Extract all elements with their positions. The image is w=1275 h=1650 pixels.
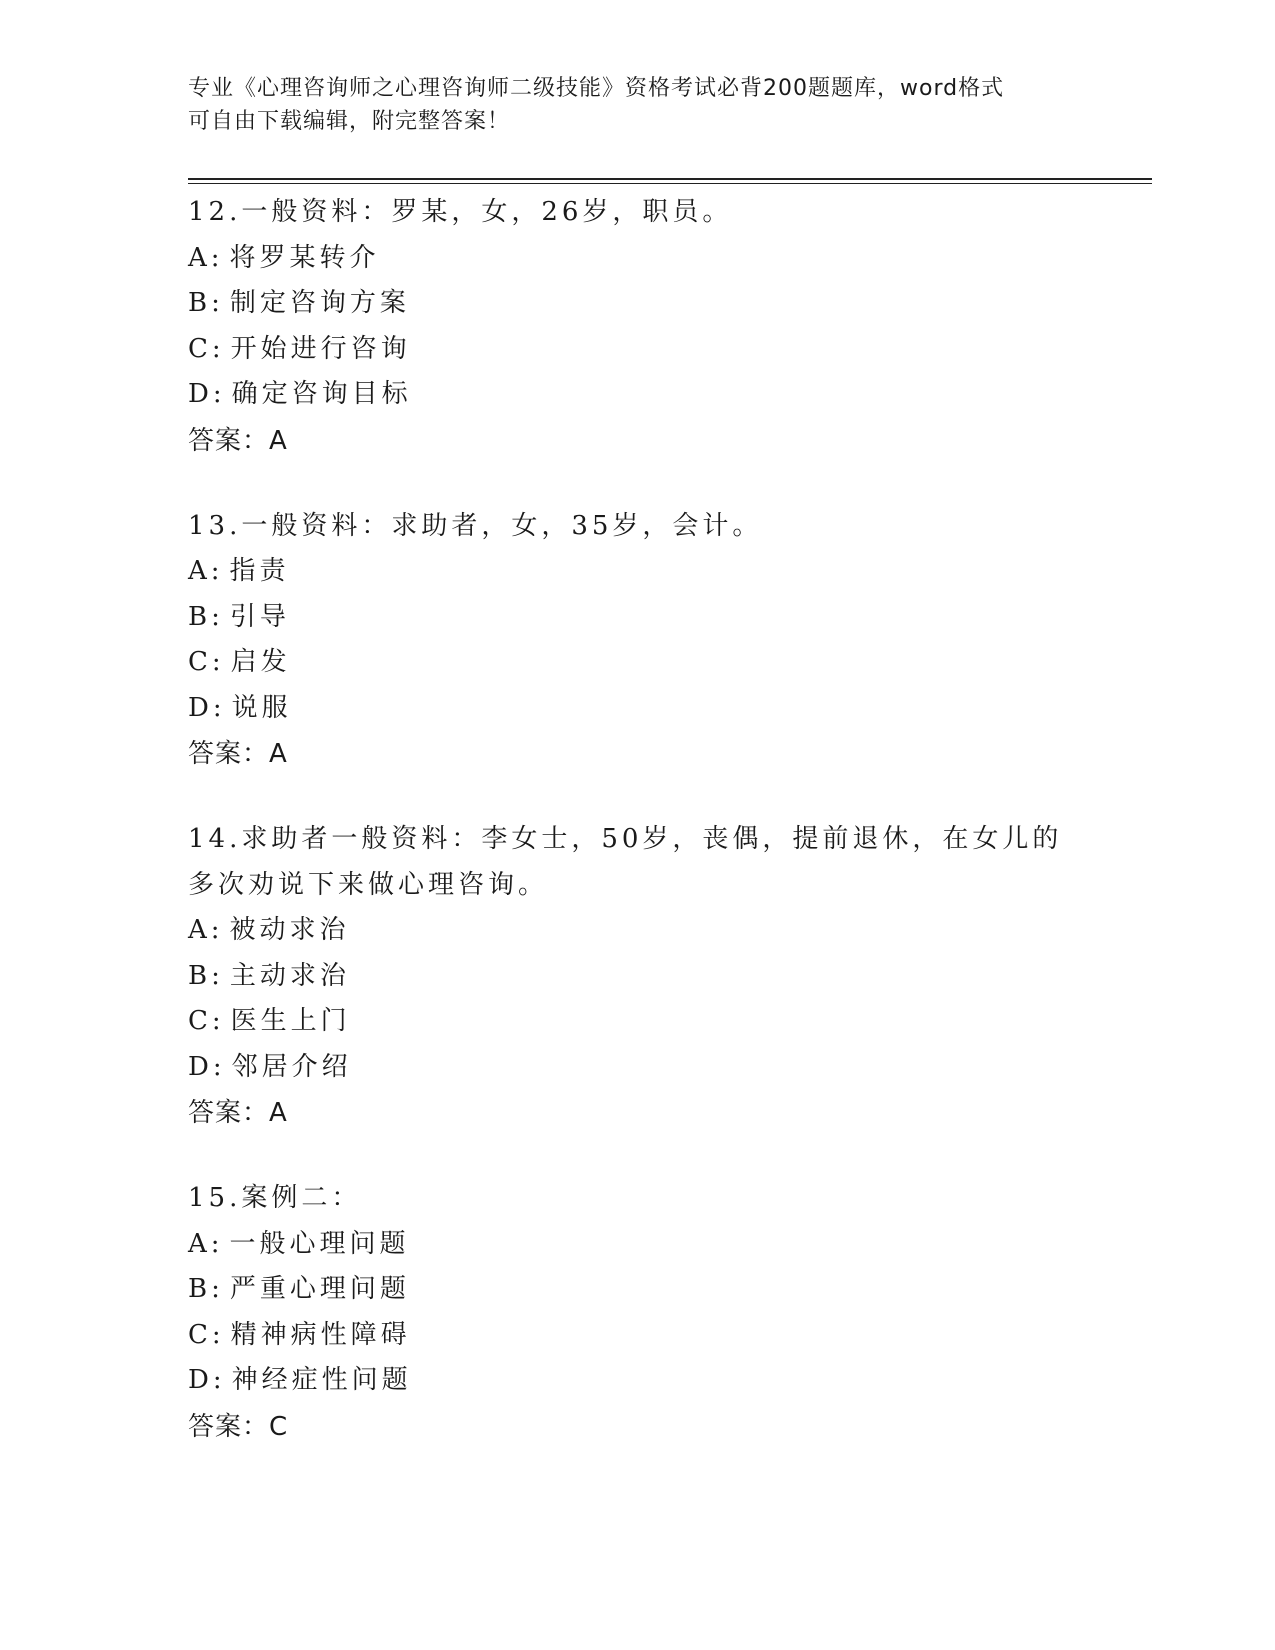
option-text: 开始进行咨询 <box>230 333 411 364</box>
option-d <box>188 1045 1088 1091</box>
option-letter: B: <box>188 601 224 632</box>
option-text: 主动求治 <box>229 960 350 991</box>
option-text: 启发 <box>230 647 291 677</box>
option-text: 神经症性问题 <box>231 1365 412 1395</box>
option-text: 邻居介绍 <box>231 1051 352 1082</box>
question-13 <box>188 504 1088 778</box>
option-text: 确定咨询目标 <box>231 379 412 409</box>
question-title: 15.案例二： <box>188 1183 362 1213</box>
option-c <box>188 1313 1088 1359</box>
option-letter: D: <box>188 1365 226 1395</box>
option-a <box>188 549 1088 595</box>
question-15 <box>188 1176 1088 1450</box>
option-letter: C: <box>188 1006 225 1036</box>
option-b <box>188 281 1088 327</box>
option-text: 医生上门 <box>230 1006 351 1036</box>
option-b <box>188 595 1088 641</box>
option-letter: C: <box>188 333 225 364</box>
option-text: 制定咨询方案 <box>229 288 410 318</box>
option-letter: A: <box>188 556 224 586</box>
answer-line: 答案：A <box>188 425 288 456</box>
option-text: 一般心理问题 <box>229 1228 410 1259</box>
option-b <box>188 1267 1088 1313</box>
option-text: 说服 <box>231 692 292 723</box>
header-divider-thin <box>188 183 1152 184</box>
option-letter: D: <box>188 692 226 723</box>
option-letter: B: <box>188 1274 224 1304</box>
option-text: 将罗某转介 <box>229 242 380 273</box>
option-text: 被动求治 <box>229 915 350 945</box>
header-divider-thick <box>188 178 1152 180</box>
option-letter: D: <box>188 379 226 409</box>
option-letter: C: <box>188 647 225 677</box>
option-d <box>188 1358 1088 1404</box>
answer-line: 答案：C <box>188 1411 289 1442</box>
option-a <box>188 908 1088 954</box>
header-line-1: 专业《心理咨询师之心理咨询师二级技能》资格考试必背200题题库，word格式 <box>188 76 1005 101</box>
option-d <box>188 686 1088 732</box>
option-text: 严重心理问题 <box>229 1274 410 1304</box>
header-line-2: 可自由下载编辑，附完整答案！ <box>188 109 511 134</box>
option-c <box>188 640 1088 686</box>
answer-line: 答案：A <box>188 739 288 769</box>
answer-line: 答案：A <box>188 1098 288 1128</box>
option-letter: A: <box>188 242 224 273</box>
option-d <box>188 372 1088 418</box>
option-letter: D: <box>188 1051 226 1082</box>
option-text: 引导 <box>229 601 290 632</box>
question-title: 14.求助者一般资料：李女士，50岁，丧偶，提前退休，在女儿的多次劝说下来做心理咨询。 <box>188 824 1063 900</box>
document-header <box>188 72 1088 138</box>
question-title: 12.一般资料：罗某，女，26岁，职员。 <box>188 197 733 227</box>
option-c <box>188 327 1088 373</box>
option-b <box>188 954 1088 1000</box>
question-12 <box>188 190 1088 464</box>
option-letter: A: <box>188 1228 224 1259</box>
option-a <box>188 236 1088 282</box>
question-list <box>188 190 1088 1490</box>
option-letter: A: <box>188 915 224 945</box>
option-letter: C: <box>188 1319 225 1350</box>
option-text: 精神病性障碍 <box>230 1319 411 1350</box>
question-14 <box>188 817 1088 1136</box>
option-a <box>188 1222 1088 1268</box>
option-text: 指责 <box>229 556 290 586</box>
question-title: 13.一般资料：求助者，女，35岁，会计。 <box>188 510 763 541</box>
option-letter: B: <box>188 960 224 991</box>
option-letter: B: <box>188 288 224 318</box>
option-c <box>188 999 1088 1045</box>
